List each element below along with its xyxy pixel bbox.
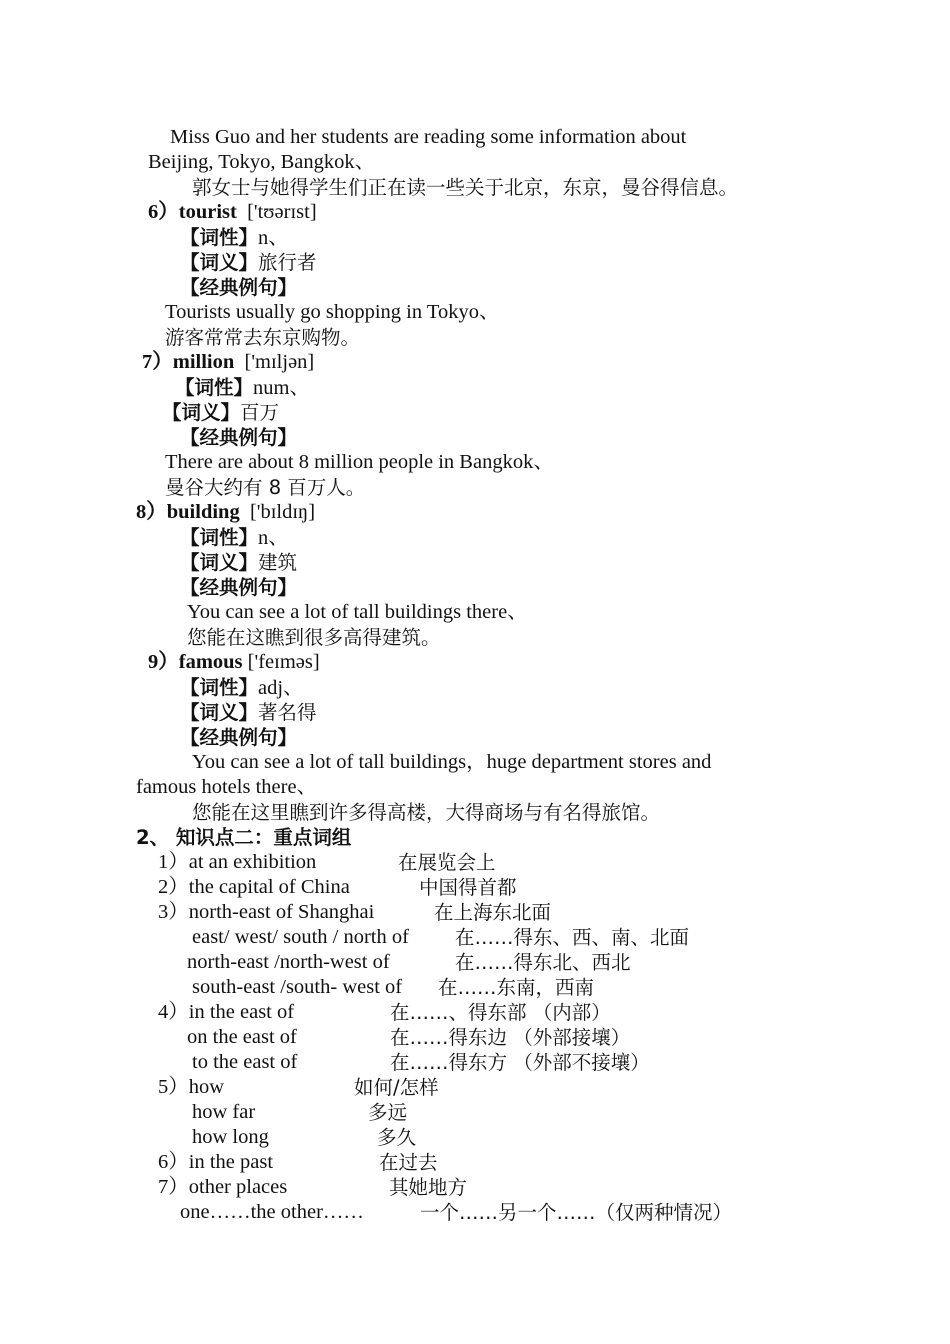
part-of-speech-line (175, 375, 310, 401)
word-number: 7） (142, 351, 173, 373)
phrase-english: 7）other places (158, 1176, 288, 1198)
phrase-english: 2）the capital of China (158, 876, 350, 898)
meaning-label: 【词义】 (162, 401, 241, 424)
phrase-chinese: 其她地方 (389, 1176, 468, 1199)
pos-value: n、 (258, 227, 289, 249)
meaning-value: 著名得 (258, 701, 317, 724)
part-of-speech-line (180, 225, 289, 251)
part-of-speech-line (180, 525, 289, 551)
example-chinese: 您能在这里瞧到许多得高楼，大得商场与有名得旅馆。 (192, 801, 661, 824)
example-chinese: 您能在这瞧到很多高得建筑。 (187, 626, 441, 649)
phrase-chinese: 在……东南，西南 (438, 976, 595, 999)
meaning-label: 【词义】 (180, 701, 259, 724)
meaning-line (162, 400, 279, 426)
phrase-english: east/ west/ south / north of (192, 926, 409, 948)
example-english: Tourists usually go shopping in Tokyo、 (165, 301, 500, 323)
phrase-chinese: 在……得东边 （外部接壤） (390, 1026, 631, 1049)
word-phonetic: ['feɪməs] (247, 651, 320, 673)
phrase-english: one……the other…… (180, 1201, 364, 1223)
pos-value: num、 (253, 377, 310, 399)
phrase-english: south-east /south- west of (192, 976, 403, 998)
word-headword: building (166, 501, 240, 523)
phrase-chinese: 在……得东方 （外部不接壤） (390, 1051, 650, 1074)
word-headword: million (172, 351, 235, 373)
meaning-line (180, 250, 317, 276)
phrase-english: how far (192, 1101, 256, 1123)
word-entry-heading (142, 350, 314, 375)
phrase-chinese: 在展览会上 (398, 851, 496, 874)
intro-chinese-translation: 郭女士与她得学生们正在读一些关于北京，东京，曼谷得信息。 (192, 176, 739, 199)
phrase-english: north-east /north-west of (187, 951, 390, 973)
word-phonetic: ['mɪljən] (244, 351, 315, 373)
phrase-english: 1）at an exhibition (158, 851, 317, 873)
example-english: There are about 8 million people in Bangkok、 (165, 451, 554, 473)
meaning-line (180, 550, 297, 576)
example-label: 【经典例句】 (180, 426, 298, 449)
phrase-english: to the east of (192, 1051, 298, 1073)
phrase-chinese: 在……、得东部 （内部） (390, 1001, 611, 1024)
example-english-line-1: You can see a lot of tall buildings，huge department stores and (192, 751, 712, 773)
phrase-english: 6）in the past (158, 1151, 274, 1173)
meaning-line (180, 700, 317, 726)
word-phonetic: ['bɪldɪŋ] (249, 501, 316, 523)
example-label: 【经典例句】 (180, 276, 298, 299)
word-headword: famous (178, 651, 243, 673)
meaning-value: 百万 (240, 401, 280, 424)
word-number: 6） (148, 201, 179, 223)
phrase-chinese: 在……得东、西、南、北面 (455, 926, 690, 949)
word-phonetic: ['tʊərɪst] (247, 201, 317, 223)
phrase-english: how long (192, 1126, 269, 1148)
phrase-chinese: 一个……另一个……（仅两种情况） (420, 1201, 733, 1224)
pos-label: 【词性】 (175, 376, 254, 399)
pos-value: n、 (258, 527, 289, 549)
intro-english-line-1: Miss Guo and her students are reading some information about (170, 126, 687, 148)
pos-value: adj、 (258, 677, 304, 699)
phrase-english: on the east of (187, 1026, 297, 1048)
section-heading: 2、 知识点二：重点词组 (136, 826, 352, 849)
phrase-english: 4）in the east of (158, 1001, 295, 1023)
phrase-chinese: 多远 (368, 1101, 408, 1124)
phrase-chinese: 如何/怎样 (354, 1076, 439, 1099)
example-label: 【经典例句】 (180, 576, 298, 599)
pos-label: 【词性】 (180, 226, 259, 249)
phrase-english: 5）how (158, 1076, 225, 1098)
example-english-line-2: famous hotels there、 (136, 776, 318, 798)
word-headword: tourist (178, 201, 237, 223)
meaning-value: 旅行者 (258, 251, 317, 274)
word-number: 8） (136, 501, 167, 523)
phrase-chinese: 在过去 (379, 1151, 438, 1174)
example-label: 【经典例句】 (180, 726, 298, 749)
phrase-chinese: 在上海东北面 (434, 901, 552, 924)
word-number: 9） (148, 651, 179, 673)
phrase-chinese: 中国得首都 (419, 876, 517, 899)
example-chinese: 曼谷大约有 8 百万人。 (165, 476, 366, 499)
meaning-value: 建筑 (258, 551, 298, 574)
phrase-chinese: 多久 (377, 1126, 417, 1149)
word-entry-heading (148, 650, 320, 675)
example-english: You can see a lot of tall buildings there、 (187, 601, 528, 623)
word-entry-heading (148, 200, 317, 225)
meaning-label: 【词义】 (180, 551, 259, 574)
pos-label: 【词性】 (180, 676, 259, 699)
pos-label: 【词性】 (180, 526, 259, 549)
intro-english-line-2: Beijing, Tokyo, Bangkok、 (148, 151, 376, 173)
phrase-english: 3）north-east of Shanghai (158, 901, 375, 923)
example-chinese: 游客常常去东京购物。 (165, 326, 361, 349)
meaning-label: 【词义】 (180, 251, 259, 274)
part-of-speech-line (180, 675, 304, 701)
word-entry-heading (136, 500, 315, 525)
phrase-chinese: 在……得东北、西北 (455, 951, 631, 974)
